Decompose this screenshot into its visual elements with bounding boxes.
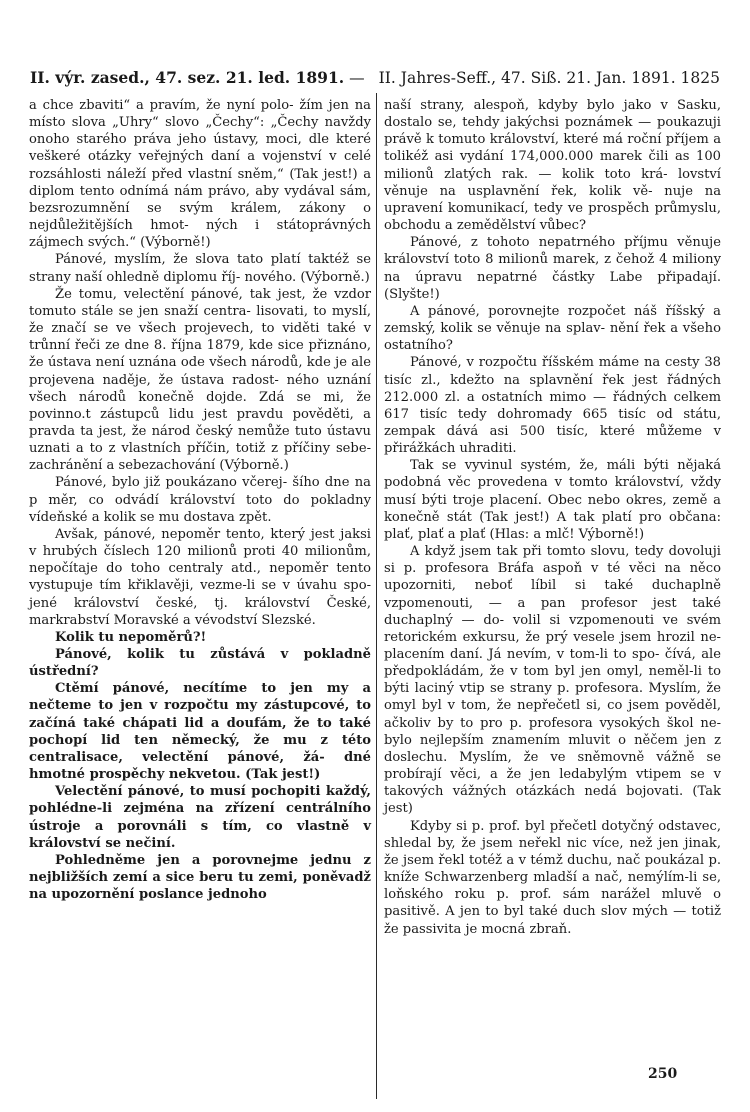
left-column: [29, 97, 371, 903]
header-left-text: II. výr. zased., 47. sez. 21. led. 1891.: [30, 68, 345, 87]
page-number: 250: [648, 1066, 678, 1082]
paragraph: Pánové, z tohoto nepatrného příjmu věnuje království toto 8 milionů marek, z čehož 4 miliony na úpravu nepatrné částky Labe připadají. (Slyšte!): [384, 235, 721, 302]
paragraph: Pánové, myslím, že slova tato platí taktéž se strany naší ohledně diplomu říj- nového. (Výborně.): [29, 252, 371, 285]
paragraph: Avšak, pánové, nepoměr tento, který jest jaksi v hrubých číslech 120 milionů proti 40 milionům, nepočítaje do toho centraly atd., nepoměr tento vystupuje tím křiklavěji, vezme-li se v úvahu spo- jené království české, tj. království České, markrabství Moravské a vévodství Slezské.: [29, 526, 371, 628]
paragraph: naší strany, alespoň, kdyby bylo jako v Sasku, dostalo se, tehdy jakýchsi poznámek — poukazuji právě k tomuto království, které má roční příjem a tolikéž asi vydání 174,000.000 marek čili as 100 milionů zlatých rak. — kolik toto krá- lovství věnuje na usplavnění řek, kolik vě- nuje na upravení komunikací, tedy ve prospěch průmyslu, obchodu a zemědělství vůbec?: [384, 98, 721, 234]
header-separator: —: [349, 69, 365, 87]
paragraph: Kolik tu nepoměrů?!: [55, 629, 207, 645]
paragraph: Ctěmí pánové, necítíme to jen my a nečteme to jen v rozpočtu my zástupcové, to začíná také chápati lid a doufám, že to také pochopí lid ten německý, že mu z této centralisace, velectění pánové, žá- dné hmotné prospěchy nekvetou. (Tak jest!): [29, 681, 371, 783]
paragraph: Velectění pánové, to musí pochopiti každý, pohlédne-li zejména na zřízení centrálního ústroje a porovnáli s tím, co vlastně v království se nečiní.: [29, 784, 371, 851]
paragraph: Pánové, bylo již poukázano včerej- šího dne na p měr, co odvádí království toto do pokladny vídeňské a kolik se mu dostava zpět.: [29, 475, 371, 525]
right-column: [384, 97, 721, 938]
header-right: II. Jahres-Seff., 47. Siß. 21. Jan. 1891. 1825: [378, 69, 720, 87]
paragraph: A když jsem tak při tomto slovu, tedy dovoluji si p. profesora Bráfa aspoň v té věci na něco upozorniti, neboť líbil si také duchaplně vzpomenouti, — a pan profesor jest také duchaplný — do- volil si vzpomenouti ve svém retorickém exkursu, že prý vesele jsem hrozil ne- placením daní. Já nevím, v tom-li to spo- čívá, ale předpokládám, že v tom byl jen omyl, neměl-li to býti laciný vtip se strany p. profesora. Myslím, že omyl byl v tom, že nepřečetl si, co jsem pověděl, ačkoliv by to pro p. profesora vysokých škol ne- bylo nejlepším znamením mluvit o něčem jen z doslechu. Myslím, že ve sněmovně vážně se probírají věci, a že jen ledabylým vtipem se v takových vážných otázkách nedá bojovati. (Tak jest): [384, 544, 721, 817]
column-divider: [376, 93, 377, 1099]
paragraph: A pánové, porovnejte rozpočet náš říšský a zemský, kolik se věnuje na splav- nění řek a všeho ostatního?: [384, 303, 721, 354]
paragraph: Kdyby si p. prof. byl přečetl dotyčný odstavec, shledal by, že jsem neřekl nic více, než jen jinak, že jsem řekl totéž a v témž duchu, nač poukázal p. kníže Schwarzenberg mladší a nač, nemýlím-li se, loňského roku p. prof. sám narážel mluvě o pasitivě. A jen to byl také duch slov mých — totiž že passivita je mocná zbraň.: [384, 818, 721, 937]
paragraph: Pánové, v rozpočtu říšském máme na cesty 38 tisíc zl., kdežto na splavnění řek jest řádných 212.000 zl. a ostatních mimo — řádných celkem 617 tisíc tedy dohromady 665 tisíc od státu, zempak dává asi 500 tisíc, které můžeme v přirážkách uhraditi.: [384, 355, 721, 457]
page-header: [30, 66, 720, 90]
paragraph: Pohledněme jen a porovnejme jednu z nejbližších zemí a sice beru tu zemi, poněvadž na upozornění poslance jednoho: [29, 852, 371, 903]
paragraph: Tak se vyvinul systém, že, máli býti nějaká podobná věc provedena v tomto království, vždy musí býti troje placení. Obec nebo okres, země a konečně stát (Tak jest!) A tak platí pro občana: plať, plať a plať (Hlas: a mlč! Výborně!): [384, 458, 721, 542]
paragraph: Že tomu, velectění pánové, tak jest, že vzdor tomuto stále se jen snaží centra- lisovati, to myslí, že značí se ve všech projevech, to viděti také v trůnní řeči ze dne 8. října 1879, kde sice přiznáno, že ústava není uznána ode všech národů, kde je ale projevena naděje, že ústava radost- ného uznání všech národů konečně dojde. Zdá se mi, že povinno.t zástupců lidu jest pravdu pověděti, a pravda ta jest, že národ český nemůže tuto ústavu uznati a to z vlastních příčin, totiž z příčiny sebe- zachránění a sebezachování (Výborně.): [29, 286, 371, 474]
paragraph: Pánové, kolik tu zůstává v pokladně ústřední?: [29, 647, 371, 680]
paragraph: a chce zbaviti“ a pravím, že nyní polo- žím jen na místo slova „Uhry“ slovo „Čechy“: „Čechy navždy onoho starého práva jeho ústavy, moci, dle které veškeré otázky veřejných daní a vojenství v celé rozsáhlosti náleží před vlastní sněm,“ (Tak jest!) a diplom tento odnímá nám právo, aby vydával sám, bezsrozumnění se svým králem, zákony o nejdůležitějších hmot- ných i státoprávných zájmech svých.“ (Výborně!): [29, 98, 371, 251]
header-left: [30, 66, 365, 90]
